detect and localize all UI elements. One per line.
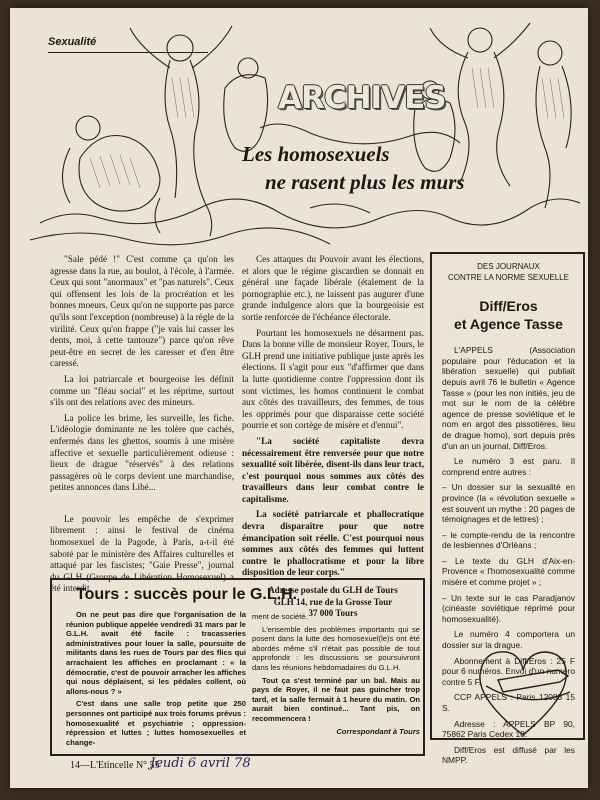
newspaper-page <box>10 8 588 788</box>
paragraph: Le pouvoir les empêche de s'exprimer librement : ainsi le festival de cinéma homosexuel de la Pagode, à Paris, a-t-il été saboté par le ministère des Affaires culturelles et attaqué par les fascistes; "Gaie Presse", journal du GLH (Groupe de Libération Homosexuel) a été interdit. <box>50 513 234 594</box>
paragraph: On ne peut pas dire que l'organisation de la réunion publique appelée vendredi 31 mars par le G.L.H. avait été facile : tracasseries administratives pour louer la salle, poursuite de militants dans les rues de Tours par des flics qui arrachaient les affiches en proclamant : « la démocratie, c'est de pouvoir arracher les affiches qui nous déplaisent, si les pédales collent, où allons-nous ? » <box>66 610 246 696</box>
headline-line-2: ne rasent plus les murs <box>265 170 465 194</box>
tours-column-2 <box>252 612 420 739</box>
paragraph: La loi patriarcale et bourgeoise les définit comme un "fléau social" et les réprime, surtout s'ils ont des relations avec des mineurs. <box>50 373 234 408</box>
article-column-2 <box>242 254 424 620</box>
sidebar-title <box>442 297 575 333</box>
sidebar-list-item: – Un texte sur le cas Paradjanov (cinéaste soviétique réprimé pour homosexualité). <box>442 592 575 624</box>
sidebar-paragraph: CCP APPELS : Paris 12083 15 S. <box>442 692 575 713</box>
engraving-figures <box>10 8 588 253</box>
paragraph: L'ensemble des problèmes importants qui se posent dans la lutte des homosexuel(le)s ont été abordés même s'il n'était pas possible de tout approfondir : les discussions se poursuivront dans les réunions hebdomadaires du G.L.H. <box>252 624 420 672</box>
sidebar-paragraph: Le numéro 3 est paru. Il comprend entre autres : <box>442 456 575 477</box>
tours-column-1 <box>66 610 246 750</box>
paragraph: Tout ça s'est terminé par un bal. Mais au pays de Royer, il ne faut pas guincher trop tard, et la salle fermait à 1 heure du matin. On aurait bien continué... Tant pis, on recommencera ! <box>252 675 420 723</box>
sidebar-paragraph: Adresse : APPELS BP 90, 75862 Paris Cedex 18. <box>442 718 575 740</box>
paragraph: Pourtant les homosexuels ne désarment pas. Dans la bonne ville de monsieur Royer, Tours, le GLH prend une initiative publique juste après les élections. Il s'agit pour eux "d'affirmer que dans la lutte quotidienne contre l'oppression dont ils sont victimes, les homos continuent le combat aux côtés des travailleurs, des femmes, de tous les opprimés pour que disparaisse cette société pourrie et son cortège de misère et d'ennui". <box>242 327 424 431</box>
paragraph: C'est dans une salle trop petite que 250 personnes ont participé aux trois forums prévus : homosexualité et psychiatrie ; oppression-répression et luttes ; luttes homosexuelles et change- <box>66 699 246 747</box>
address-line: GLH 14, rue de la Grosse Tour <box>273 596 393 607</box>
handwritten-date: Jeudi 6 avril 78 <box>150 756 251 771</box>
address-line: Adresse postale du GLH de Tours <box>268 585 398 596</box>
paragraph: La société patriarcale et phallocratique devra disparaître pour que notre émancipation soit réelle. C'est pourquoi nous sommes aux côtés des femmes qui luttent contre le phallocratisme et pour la libre disposition de leur corps." <box>242 509 424 578</box>
title-line: et Agence Tasse <box>454 316 563 333</box>
tours-headline: Tours : succès pour le G.L.H. <box>76 586 298 603</box>
title-line: Diff/Eros <box>479 298 538 315</box>
paragraph: ment de société. <box>252 612 308 621</box>
sidebar-paragraph: Diff/Eros est diffusé par les NMPP. <box>442 744 575 766</box>
caption-line: DES JOURNAUX <box>477 262 540 271</box>
paragraph: Ces attaques du Pouvoir avant les élections, et alors que le régime giscardien se donnait en général une façade libérale (étalement de la pornographie etc.), ne laissent pas augurer d'une grande indulgence alors que la bourgeoisie est sortie renforcée de l'échéance électorale. <box>242 254 424 322</box>
sidebar-caption <box>442 262 575 283</box>
section-divider <box>48 52 208 53</box>
article-column-1 <box>50 254 234 599</box>
sidebar-list-item: – le compte-rendu de la rencontre de lesbiennes d'Orléans ; <box>442 529 575 551</box>
sidebar-list-item: – Un dossier sur la sexualité en province (la « révolution sexuelle » est souvent un mythe : 20 pages de témoignages et de lettres) ; <box>442 482 575 525</box>
address-line: 37 000 Tours <box>308 608 358 619</box>
page-footer: 14—L'Etincelle N° 55 <box>70 760 160 771</box>
headline-line-1: Les homosexuels <box>242 142 390 166</box>
heart-drawing <box>468 640 583 740</box>
signature: Correspondant à Tours <box>336 726 420 736</box>
sidebar-paragraph: L'APPELS (Association populaire pour l'éducation et la libération sexuelle) qui publiait depuis avril 76 le bulletin « Agence Tasse » (pour les non initiés, jeu de mot sur le nom de la célèbre agence de presse soviétique et le nom en argot des pissotières, lieu de drague homo), sort depuis près d'un an un journal, Diff/Eros. <box>442 345 575 451</box>
section-label: Sexualité <box>48 36 97 48</box>
header-illustration <box>10 8 588 253</box>
caption-line: CONTRE LA NORME SEXUELLE <box>448 272 569 282</box>
sidebar-list-item: – Le texte du GLH d'Aix-en-Provence « l'homosexualité comme misère et comme projet » ; <box>442 555 575 588</box>
kicker-archives: ARCHIVES <box>278 80 446 116</box>
paragraph: "La société capitaliste devra nécessairement être renversée pour que notre sexualité soit libérée, disent-ils dans leur tract, c'est pourquoi nous sommes aux côtés des travailleurs dans leur combat contre le capitalisme. <box>242 435 424 504</box>
tours-box <box>50 578 425 756</box>
sidebar-paragraph: Abonnement à Diff/Eros : 25 F pour 6 numéros. Envoi d'un numéro contre 5 F. <box>442 655 575 687</box>
paragraph: "Sale pédé !" C'est comme ça qu'on les agresse dans la rue, au boulot, à l'école, à l'armée. Ceux qui sont "anormaux" et "pas naturels". Ceux qui offensent les lois de la procréation et les bonnes moeurs. Ceux qu'on ne supporte pas parce qu'ils sont l'exception (nombreuse) à la règle de la virilité. Ceux qu'on frappe ("je vais lui casser les dents, moi, à cette tantouze") parce qu'on rêve peut-être en secret de les caresser et d'en être caressé. <box>50 254 234 369</box>
paragraph: La police les brime, les surveille, les fiche. L'idéologie dominante ne les tolère que cachés, enfermés dans les ghettos, soumis à une misère affective et sexuelle particulièrement odieuse : lieux de drague "réservés" à des relations passagères où le corps devient une marchandise, petites annonces dans Libé... <box>50 412 234 493</box>
sidebar-paragraph: Le numéro 4 comportera un dossier sur la drague. <box>442 629 575 651</box>
